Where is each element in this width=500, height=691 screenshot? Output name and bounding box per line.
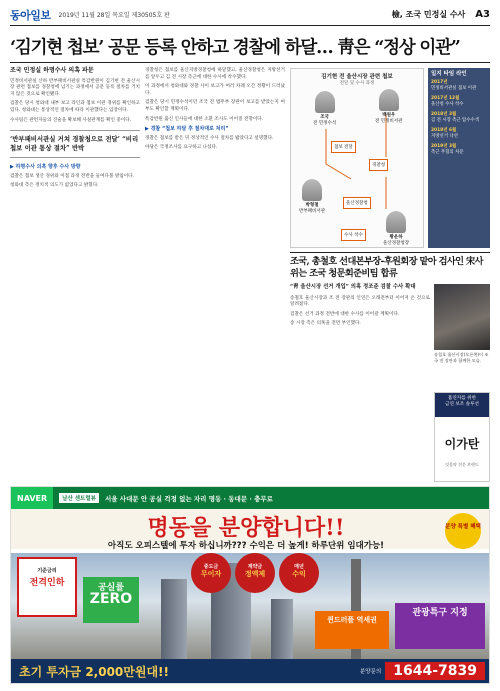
real-estate-advertisement[interactable] [10, 486, 490, 684]
ad-badge: 분양 특별 혜택 [445, 513, 481, 549]
ad-sub-copy: 아직도 오피스텔에 투자 하십니까??? 수익은 더 높게! 하루단위 임대가능! [107, 541, 385, 551]
ad-header-line: 금연 보조 솔루션 [445, 402, 479, 407]
article-subhead: ▶ 경찰 “첩보 하달 후 절차대로 처리” [145, 126, 229, 133]
person-role: 반부패비서관 [299, 209, 326, 214]
ad-vacancy-box [83, 577, 139, 623]
ad-rate-box [17, 557, 77, 617]
event-date: 2019년 3월 [431, 144, 457, 149]
diagram-subtitle: 전달 및 수사 과정 [339, 81, 375, 86]
person-photo [315, 91, 335, 113]
timeline-event [431, 144, 487, 156]
article-kicker: 조국 민정실 하명수사 의혹 파문 [10, 67, 94, 74]
person-role: 전 민정수석 [313, 121, 337, 126]
diagram-title: 김기현 전 울산시장 관련 첩보 [321, 74, 393, 80]
article-paragraph: 야당은 국정조사를 요구하고 나섰다. [145, 145, 218, 151]
secondary-article [290, 284, 430, 331]
benefit-bottom: 정액제 [244, 570, 266, 578]
benefit-top: 중도금 [203, 564, 219, 570]
middle-column [145, 68, 285, 155]
event-text: 김 전 시장 측근 압수수색 [431, 118, 479, 123]
article-paragraph: 경찰청은 첩보를 울산지방경찰청에 하달했고, 울산경찰청은 지방선거를 앞두고 김 전 시장 측근에 대한 수사에 착수했다. [145, 68, 285, 80]
ad-bottom-bar [11, 659, 489, 683]
org-box: 울산경찰청 [343, 197, 371, 209]
ad-station-box: 퀸드러플 역세권 [315, 611, 389, 649]
benefit-top: 계약금 [247, 564, 263, 570]
person-photo [386, 211, 406, 233]
timeline-event [431, 128, 487, 140]
photo-caption: 송철호 울산시장(오른쪽)이 조국 전 장관과 함께한 모습. [434, 352, 489, 363]
timeline-title: 일지 타임 라인 [431, 71, 467, 77]
article-lead: “靑 울산시장 선거 개입” 의혹 정조준 검찰 수사 확대 [290, 284, 416, 290]
main-headline: ‘김기현 첩보’ 공문 등록 안하고 경찰에 하달… 靑은 “정상 이관” [10, 38, 460, 58]
secondary-headline: 조국, 총철호 선대본부장-후원회장 맡아 검사인 宋사위는 조국 청문회준비팀 합류 [290, 256, 483, 279]
ad-main-copy: 명동을 분양합니다!! [147, 515, 345, 541]
benefit-circle [191, 553, 231, 593]
timeline-event [431, 112, 487, 124]
ad-header-line: 흡연자를 위한 [447, 396, 477, 401]
article-paragraph: 송 시장 측은 의혹을 전면 부인했다. [290, 321, 361, 327]
person-node [299, 179, 325, 214]
masthead [10, 4, 490, 26]
news-photo [434, 284, 490, 350]
building-shape [161, 579, 187, 659]
org-box: 경찰청 [369, 159, 388, 171]
person-photo [302, 179, 322, 201]
article-paragraph: 검찰은 당시 민정수석이던 조국 전 법무부 장관이 보고를 받았는지 여부도 확인할 계획이다. [145, 100, 285, 112]
person-name: 백원우 [382, 113, 396, 118]
event-text: 울산청 수사 착수 [431, 102, 464, 107]
article-subhead: ▶ 하명수사 의혹 향후 수사 방향 [10, 164, 81, 171]
person-role: 전 민정비서관 [375, 119, 403, 124]
naver-logo: NAVER [11, 487, 53, 509]
person-node [375, 89, 403, 124]
article-paragraph: 검찰은 당시 청와대 내부 보고 라인과 첩보 이관 경위를 확인하고 있다. 청와대는 통상적인 절차에 따라 이관했다는 입장이다. [10, 101, 140, 113]
rate-value: 전격인하 [29, 578, 65, 588]
building-shape [271, 599, 293, 659]
vacancy-label: 공실률 [97, 583, 125, 593]
person-role: 울산경찰청장 [383, 241, 410, 246]
article-paragraph: 검찰은 첩보 생산 경위와 이첩 과정 전반을 들여다볼 방침이다. [10, 173, 135, 179]
flow-label: 수사 착수 [341, 229, 366, 241]
benefit-bottom: 수익 [292, 570, 306, 578]
newspaper-logo[interactable]: 동아일보 [10, 8, 51, 22]
pull-quote: ‘반부패비서관실 거쳐 경찰청으로 전달’ “비리 첩보 이관 통상 절차” 반박 [10, 130, 140, 158]
article-paragraph: 수사팀은 관련자들의 진술을 확보해 사실관계를 확인 중이다. [10, 117, 132, 123]
person-name: 황운하 [389, 235, 403, 240]
person-node [313, 91, 336, 126]
phone-label: 분양문의 [359, 669, 382, 675]
ad-footer: 잇몸약 전문 브랜드 [445, 462, 479, 467]
article-divider [290, 252, 490, 253]
relationship-diagram [290, 68, 424, 248]
ad-strip-text: 서울 사대문 안 공실 걱정 없는 자리 명동 · 동대문 · 충무로 [104, 494, 273, 503]
page-number: A3 [475, 9, 490, 20]
event-date: 2017년 12월 [431, 96, 460, 101]
flow-label: 첩보 전달 [331, 141, 356, 153]
person-name: 조국 [320, 115, 329, 120]
person-name: 박형철 [305, 203, 319, 208]
article-paragraph: 민정비서관실 산하 반부패비서관실 특감반원이 김기현 전 울산시장 관련 첩보를 경찰청에 넘기는 과정에서 공문 등록 절차를 거치지 않은 것으로 확인됐다. [10, 78, 140, 97]
event-date: 2017년 [431, 80, 448, 85]
ad-investment-copy: 초기 투자금 2,000만원대!! [19, 664, 169, 679]
article-paragraph: 송철호 울산시장과 조 전 장관의 인연은 오래전부터 이어져 온 것으로 알려졌다. [290, 295, 430, 308]
section-title: 檢, 조국 민정실 수사 [391, 10, 466, 19]
ad-brand: 이가탄 [444, 437, 480, 451]
timeline-event [431, 96, 487, 108]
ad-top-strip [11, 487, 489, 509]
phone-number[interactable]: 1644-7839 [385, 662, 485, 680]
event-text: 민정비서관실 첩보 이관 [431, 86, 477, 91]
person-node [383, 211, 409, 246]
article-paragraph: 검찰은 선거 과정 전반에 대한 수사를 이어갈 계획이다. [290, 311, 400, 317]
headline-divider [10, 62, 490, 63]
ad-search-tag: 남산 센트럴뷰 [59, 493, 99, 503]
timeline-sidebar [428, 68, 490, 248]
issue-date: 2019년 11월 28일 목요일 제30505호 판 [58, 12, 170, 19]
vacancy-value: ZERO [89, 591, 133, 607]
timeline-event [431, 80, 487, 92]
event-date: 2018년 6월 [431, 128, 457, 133]
ad-header [435, 393, 489, 417]
benefit-bottom: 무이자 [200, 570, 222, 578]
event-text: 측근 무혐의 처분 [431, 150, 464, 155]
rate-label: 기준금리 [37, 568, 57, 574]
benefit-top: 매년 [294, 564, 304, 570]
event-date: 2018년 3월 [431, 112, 457, 117]
benefit-circle [279, 553, 319, 593]
article-paragraph: 경찰은 첩보를 받은 뒤 정상적인 수사 절차를 밟았다고 설명했다. [145, 135, 274, 141]
benefit-circle [235, 553, 275, 593]
side-advertisement[interactable] [434, 392, 490, 482]
article-paragraph: 이 과정에서 청와대와 경찰 사이 보고가 여러 차례 오간 정황이 드러났다. [145, 84, 285, 96]
article-paragraph: 특감반원 출신 인사들에 대한 소환 조사도 이어질 전망이다. [145, 116, 264, 122]
person-photo [379, 89, 399, 111]
event-text: 지방선거 낙선 [431, 134, 458, 139]
ad-tourism-box: 관광특구 지정 [395, 603, 485, 649]
article-paragraph: 청와대 측은 정치적 의도가 없었다고 밝혔다. [10, 183, 99, 189]
left-column [10, 68, 140, 193]
ad-benefit-circles [191, 553, 319, 593]
